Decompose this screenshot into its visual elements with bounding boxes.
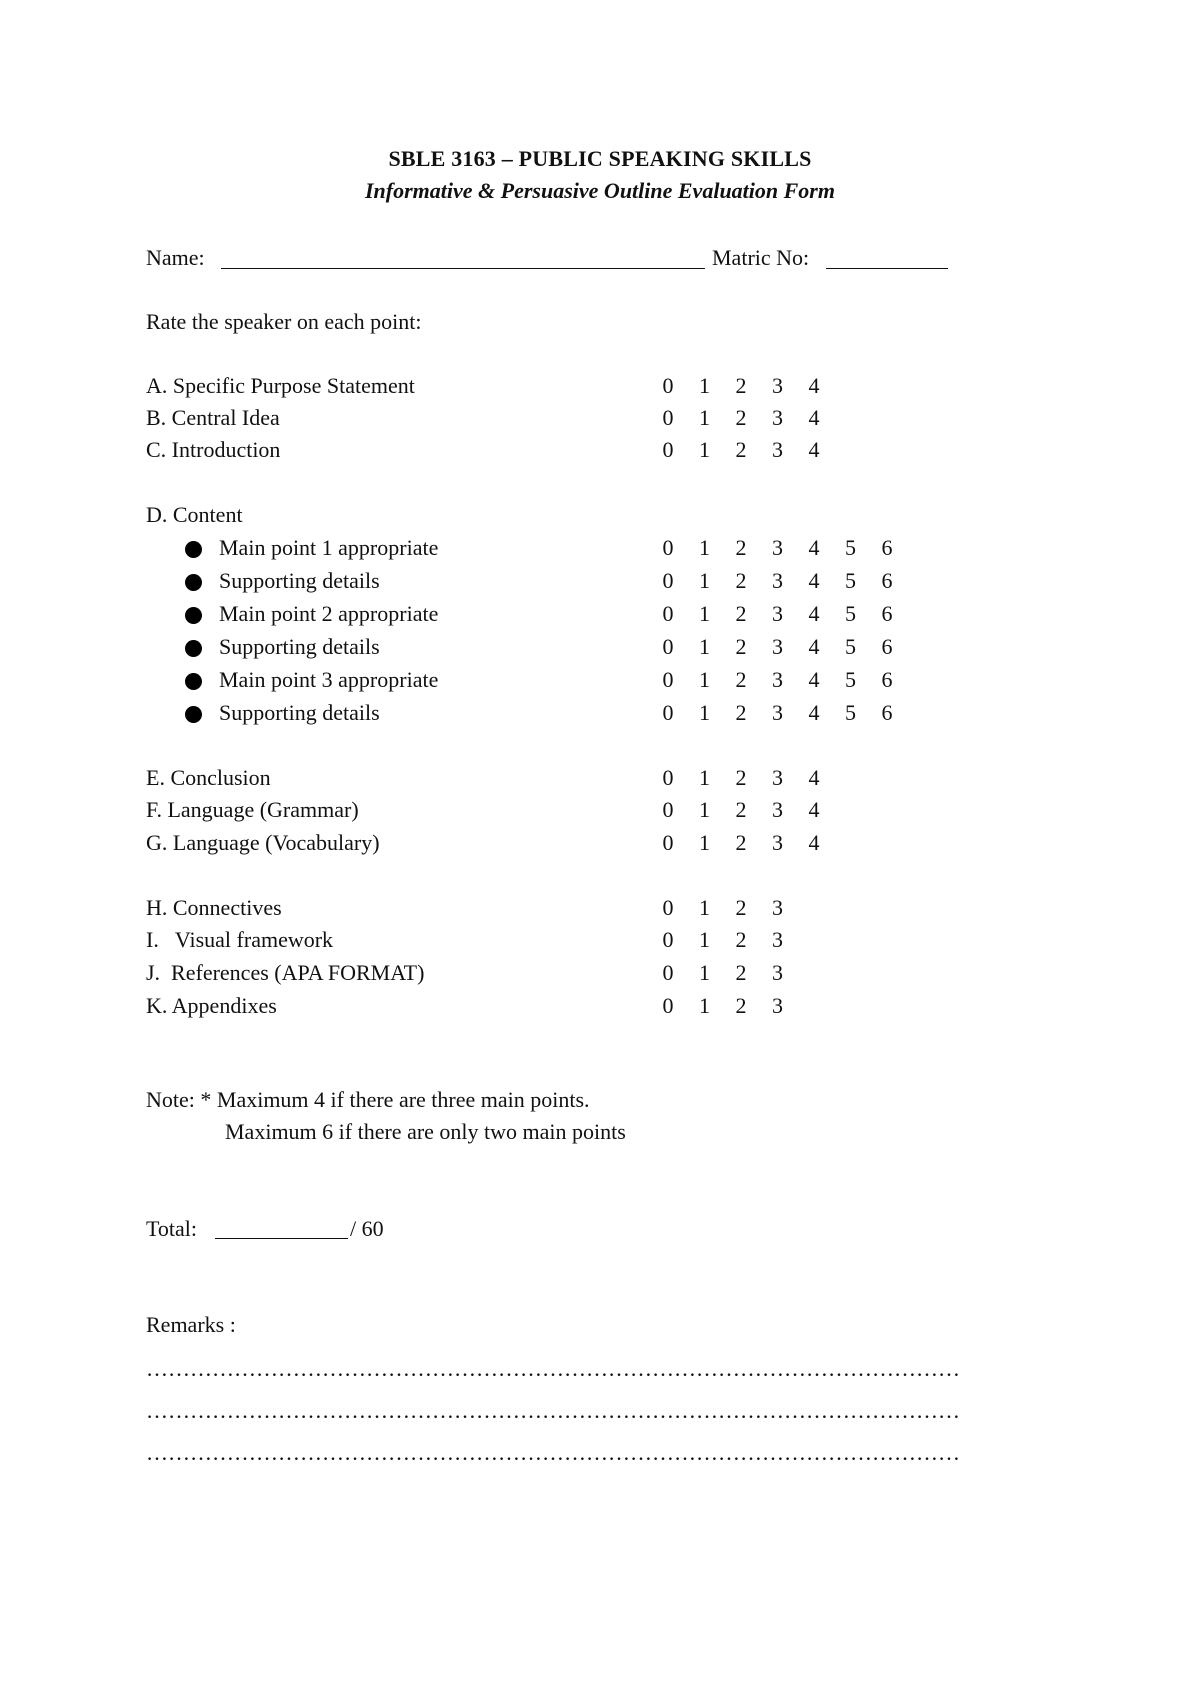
score-option[interactable]: 3 <box>772 765 783 790</box>
note-line-1: Note: * Maximum 4 if there are three main points. <box>146 1087 590 1112</box>
score-option[interactable]: 3 <box>772 667 783 692</box>
criterion-row <box>146 437 946 467</box>
score-option[interactable]: 6 <box>881 535 893 560</box>
criterion-row <box>146 634 946 664</box>
score-option[interactable]: 1 <box>699 960 710 985</box>
score-option[interactable]: 0 <box>662 993 674 1018</box>
criterion-label: Main point 3 appropriate <box>219 667 439 692</box>
bullet-icon <box>185 541 202 558</box>
score-option[interactable]: 1 <box>699 765 710 790</box>
score-option[interactable]: 1 <box>699 601 710 626</box>
criterion-row <box>146 830 946 860</box>
score-option[interactable]: 0 <box>662 960 674 985</box>
score-option[interactable]: 5 <box>845 535 856 560</box>
criterion-label: Supporting details <box>219 568 380 593</box>
matric-label: Matric No: <box>712 245 810 270</box>
score-option[interactable]: 6 <box>881 601 893 626</box>
name-label: Name: <box>146 245 205 270</box>
score-option[interactable]: 3 <box>772 535 783 560</box>
score-option[interactable]: 4 <box>808 634 820 659</box>
score-option[interactable]: 3 <box>772 405 783 430</box>
criterion-label: Supporting details <box>219 700 380 725</box>
score-option[interactable]: 2 <box>735 373 747 398</box>
score-option[interactable]: 2 <box>735 927 747 952</box>
criterion-label: I. Visual framework <box>146 927 334 952</box>
score-option[interactable]: 3 <box>772 895 783 920</box>
score-option[interactable]: 3 <box>772 601 783 626</box>
form-title: SBLE 3163 – PUBLIC SPEAKING SKILLS <box>388 146 812 171</box>
criterion-label: Main point 2 appropriate <box>219 601 439 626</box>
remarks-line-3[interactable]: ………………………………………………………………………………………………… <box>146 1440 960 1465</box>
bullet-icon <box>185 574 202 591</box>
criterion-row <box>146 700 946 730</box>
form-subtitle: Informative & Persuasive Outline Evaluation Form <box>365 178 835 203</box>
score-option[interactable]: 2 <box>735 568 747 593</box>
score-option[interactable]: 0 <box>662 373 674 398</box>
criterion-label: E. Conclusion <box>146 765 271 790</box>
bullet-icon <box>185 640 202 657</box>
score-option[interactable]: 1 <box>699 568 710 593</box>
score-option[interactable]: 5 <box>845 667 856 692</box>
section-heading-content: D. Content <box>146 502 243 527</box>
score-option[interactable]: 0 <box>662 405 674 430</box>
criterion-label: K. Appendixes <box>146 993 277 1018</box>
score-option[interactable]: 5 <box>845 601 856 626</box>
score-option[interactable]: 0 <box>662 830 674 855</box>
criterion-label: H. Connectives <box>146 895 282 920</box>
score-option[interactable]: 4 <box>808 373 820 398</box>
score-option[interactable]: 0 <box>662 700 674 725</box>
score-option[interactable]: 0 <box>662 797 674 822</box>
score-option[interactable]: 1 <box>699 634 710 659</box>
remarks-line-1[interactable]: ………………………………………………………………………………………………… <box>146 1356 960 1381</box>
score-option[interactable]: 3 <box>772 830 783 855</box>
score-option[interactable]: 0 <box>662 895 674 920</box>
criterion-row <box>146 960 946 990</box>
score-option[interactable]: 4 <box>808 568 820 593</box>
bullet-icon <box>185 706 202 723</box>
name-field[interactable] <box>221 268 705 269</box>
bullet-icon <box>185 673 202 690</box>
score-option[interactable]: 0 <box>662 667 674 692</box>
score-option[interactable]: 2 <box>735 667 747 692</box>
score-option[interactable]: 2 <box>735 797 747 822</box>
bullet-icon <box>185 607 202 624</box>
score-option[interactable]: 1 <box>699 797 710 822</box>
score-option[interactable]: 3 <box>772 700 783 725</box>
score-option[interactable]: 2 <box>735 634 747 659</box>
score-option[interactable]: 0 <box>662 568 674 593</box>
score-option[interactable]: 3 <box>772 993 783 1018</box>
score-option[interactable]: 4 <box>808 667 820 692</box>
score-option[interactable]: 2 <box>735 535 747 560</box>
criterion-row <box>146 797 946 827</box>
score-option[interactable]: 3 <box>772 634 783 659</box>
score-option[interactable]: 0 <box>662 601 674 626</box>
criterion-row <box>146 601 946 631</box>
score-option[interactable]: 3 <box>772 568 783 593</box>
criterion-label: A. Specific Purpose Statement <box>146 373 415 398</box>
criterion-row <box>146 895 946 925</box>
score-option[interactable]: 1 <box>699 437 710 462</box>
score-option[interactable]: 6 <box>881 568 893 593</box>
score-option[interactable]: 5 <box>845 568 856 593</box>
criterion-row <box>146 405 946 435</box>
score-option[interactable]: 1 <box>699 535 710 560</box>
score-option[interactable]: 4 <box>808 700 820 725</box>
rating-instruction: Rate the speaker on each point: <box>146 309 422 334</box>
score-option[interactable]: 2 <box>735 437 747 462</box>
criterion-row <box>146 993 946 1023</box>
score-option[interactable]: 1 <box>699 895 710 920</box>
criterion-row <box>146 667 946 697</box>
criterion-row <box>146 502 946 532</box>
criterion-label: G. Language (Vocabulary) <box>146 830 380 855</box>
criterion-row <box>146 373 946 403</box>
note-line-2: Maximum 6 if there are only two main points <box>225 1119 626 1144</box>
score-option[interactable]: 4 <box>808 405 820 430</box>
score-option[interactable]: 4 <box>808 437 820 462</box>
criterion-label: C. Introduction <box>146 437 281 462</box>
score-option[interactable]: 3 <box>772 373 783 398</box>
score-option[interactable]: 4 <box>808 535 820 560</box>
score-option[interactable]: 4 <box>808 797 820 822</box>
score-option[interactable]: 1 <box>699 373 710 398</box>
score-option[interactable]: 3 <box>772 437 783 462</box>
criterion-label: J. References (APA FORMAT) <box>146 960 425 985</box>
score-option[interactable]: 6 <box>881 667 893 692</box>
criterion-label: Main point 1 appropriate <box>219 535 439 560</box>
score-option[interactable]: 6 <box>881 700 893 725</box>
score-option[interactable]: 2 <box>735 960 747 985</box>
score-option[interactable]: 2 <box>735 765 747 790</box>
score-option[interactable]: 6 <box>881 634 893 659</box>
score-option[interactable]: 4 <box>808 765 820 790</box>
criterion-label: F. Language (Grammar) <box>146 797 359 822</box>
remarks-line-2[interactable]: ………………………………………………………………………………………………… <box>146 1398 960 1423</box>
score-option[interactable]: 0 <box>662 437 674 462</box>
score-option[interactable]: 1 <box>699 405 710 430</box>
score-option[interactable]: 2 <box>735 895 747 920</box>
score-option[interactable]: 1 <box>699 830 710 855</box>
score-option[interactable]: 2 <box>735 830 747 855</box>
score-option[interactable]: 2 <box>735 700 747 725</box>
score-option[interactable]: 4 <box>808 601 820 626</box>
matric-field[interactable] <box>826 268 948 269</box>
score-option[interactable]: 4 <box>808 830 820 855</box>
criterion-row <box>146 535 946 565</box>
score-option[interactable]: 3 <box>772 960 783 985</box>
criterion-label: B. Central Idea <box>146 405 280 430</box>
score-option[interactable]: 0 <box>662 765 674 790</box>
criterion-row <box>146 927 946 957</box>
score-option[interactable]: 3 <box>772 927 783 952</box>
remarks-label: Remarks : <box>146 1312 236 1337</box>
total-max: / 60 <box>350 1216 384 1241</box>
criterion-row <box>146 765 946 795</box>
score-option[interactable]: 1 <box>699 667 710 692</box>
score-option[interactable]: 3 <box>772 797 783 822</box>
total-field[interactable] <box>215 1238 348 1239</box>
score-option[interactable]: 2 <box>735 405 747 430</box>
criterion-label: Supporting details <box>219 634 380 659</box>
score-option[interactable]: 0 <box>662 634 674 659</box>
score-option[interactable]: 2 <box>735 601 747 626</box>
score-option[interactable]: 1 <box>699 993 710 1018</box>
score-option[interactable]: 5 <box>845 634 856 659</box>
criterion-row <box>146 568 946 598</box>
total-label: Total: <box>146 1216 198 1241</box>
score-option[interactable]: 1 <box>699 927 710 952</box>
score-option[interactable]: 5 <box>845 700 856 725</box>
score-option[interactable]: 0 <box>662 927 674 952</box>
score-option[interactable]: 0 <box>662 535 674 560</box>
score-option[interactable]: 1 <box>699 700 710 725</box>
score-option[interactable]: 2 <box>735 993 747 1018</box>
